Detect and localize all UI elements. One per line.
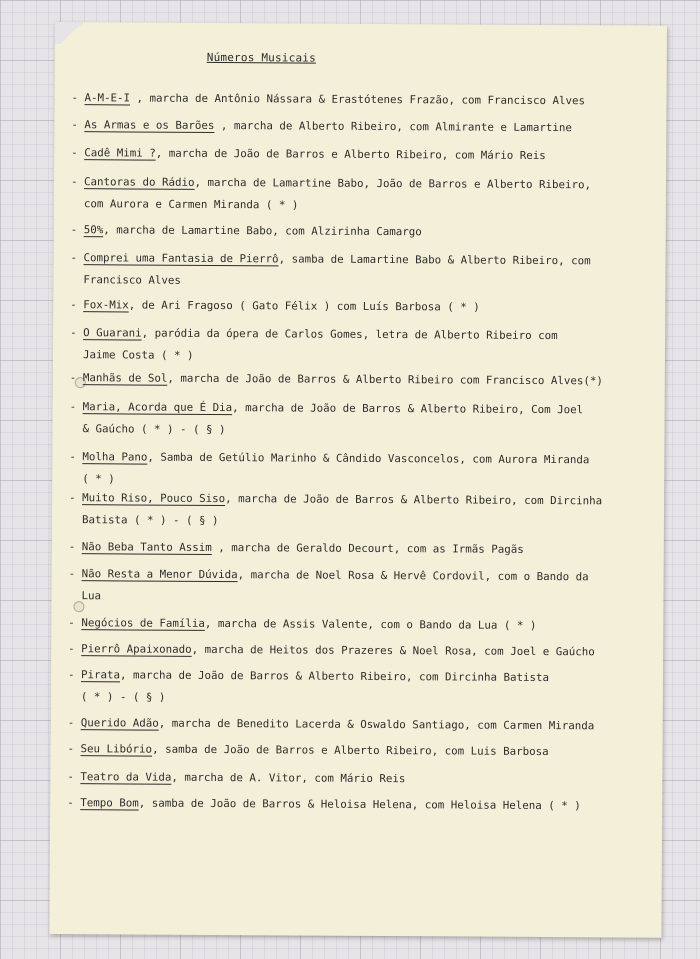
- list-dash: -: [69, 371, 83, 385]
- list-dash: -: [68, 567, 82, 581]
- song-entry: [70, 367, 662, 392]
- song-entry: [71, 171, 663, 218]
- song-entry: [68, 612, 660, 637]
- document-title: Números Musicais: [206, 50, 316, 65]
- song-entry: [68, 563, 660, 610]
- list-dash: -: [70, 223, 84, 237]
- list-dash: -: [67, 742, 81, 756]
- list-dash: -: [67, 716, 81, 730]
- list-dash: -: [71, 91, 85, 105]
- song-title: A-M-E-I: [84, 91, 131, 105]
- song-credits: , marcha de Antônio Nássara & Erastótenes Frazão, com Francisco Alves: [130, 91, 586, 108]
- song-credits: , marcha de Lamartine Babo, com Alzirinha Camargo: [103, 223, 422, 239]
- typed-document-sheet: [49, 22, 667, 938]
- song-credits: , paródia da ópera de Carlos Gomes, letra de Alberto Ribeiro com: [141, 326, 558, 343]
- song-credits-continued: ( * ): [82, 471, 115, 485]
- list-dash: -: [68, 642, 82, 656]
- song-credits: , Samba de Getúlio Marinho & Cândido Vasconcelos, com Aurora Miranda: [147, 450, 590, 467]
- song-entry: [71, 87, 663, 112]
- song-entry: [71, 142, 663, 167]
- song-entry: [67, 766, 659, 791]
- song-title: Não Beba Tanto Assim: [81, 540, 212, 554]
- song-credits: , marcha de A. Vitor, com Mário Reis: [171, 770, 406, 786]
- torn-corner: [55, 22, 85, 44]
- song-entry: [69, 396, 661, 443]
- song-title: Querido Adão: [80, 716, 159, 730]
- song-credits-continued: com Aurora e Carmen Miranda ( * ): [83, 196, 299, 211]
- song-credits: , marcha de Geraldo Decourt, com as Irmãs Pagãs: [211, 540, 524, 556]
- list-dash: -: [69, 491, 83, 505]
- song-entry: [70, 294, 662, 319]
- song-credits: , marcha de Alberto Ribeiro, com Almirante e Lamartine: [214, 118, 572, 135]
- song-credits: , marcha de João de Barros & Alberto Ribeiro com Francisco Alves(*): [167, 371, 603, 388]
- song-entry: [70, 247, 662, 294]
- song-credits-continued: Lua: [81, 588, 102, 602]
- song-credits: , marcha de João de Barros & Alberto Ribeiro, com Dircinha Batista: [120, 668, 550, 685]
- song-title: Não Resta a Menor Dúvida: [81, 567, 238, 582]
- list-dash: -: [68, 616, 82, 630]
- song-credits-continued: Batista ( * ) - ( § ): [81, 512, 219, 527]
- song-title: Cantoras do Rádio: [84, 175, 195, 189]
- song-entry: [71, 219, 663, 244]
- song-entry: [68, 664, 660, 711]
- list-dash: -: [71, 146, 85, 160]
- song-credits: , marcha de João de Barros & Alberto Ribeiro, Com Joel: [232, 401, 584, 417]
- song-entry: [70, 322, 662, 369]
- song-credits: , marcha de João de Barros & Alberto Ribeiro, com Dircinha: [225, 492, 603, 508]
- song-entry: [68, 712, 660, 737]
- song-credits: , samba de Lamartine Babo & Alberto Ribeiro, com: [278, 252, 591, 268]
- list-dash: -: [69, 450, 83, 464]
- song-entry: [71, 114, 663, 139]
- song-entry: [69, 446, 661, 493]
- song-credits: , marcha de Lamartine Babo, João de Barros e Alberto Ribeiro,: [194, 175, 592, 192]
- song-title: Muito Riso, Pouco Siso: [82, 491, 226, 506]
- list-dash: -: [68, 540, 82, 554]
- list-dash: -: [70, 298, 84, 312]
- song-title: Maria, Acorda que É Dia: [82, 400, 233, 415]
- song-title: Tempo Bom: [80, 796, 139, 810]
- song-credits: , marcha de Benedito Lacerda & Oswaldo Santiago, com Carmen Miranda: [158, 716, 595, 733]
- song-title: 50%: [83, 223, 104, 237]
- song-credits: , marcha de João de Barros e Alberto Ribeiro, com Mário Reis: [155, 146, 546, 163]
- song-title: Fox-Mix: [83, 298, 129, 312]
- list-dash: -: [69, 400, 83, 414]
- song-entry: [68, 638, 660, 663]
- song-entry: [69, 487, 661, 534]
- song-credits: , samba de João de Barros e Alberto Ribeiro, com Luis Barbosa: [152, 742, 549, 759]
- list-dash: -: [70, 175, 85, 189]
- song-title: Pierrô Apaixonado: [81, 642, 192, 656]
- song-credits: , de Ari Fragoso ( Gato Félix ) com Luís Barbosa ( * ): [128, 298, 480, 314]
- song-title: Seu Libório: [80, 742, 153, 756]
- song-title: As Armas e os Barões: [84, 118, 215, 132]
- song-credits: , marcha de Heitos dos Prazeres & Noel Rosa, com Joel e Gaúcho: [191, 642, 595, 659]
- song-entry: [67, 738, 659, 763]
- song-credits: , marcha de Assis Valente, com o Bando da Lua ( * ): [204, 616, 537, 632]
- song-title: Comprei uma Fantasia de Pierrô: [83, 251, 279, 266]
- song-title: Manhãs de Sol: [82, 371, 168, 385]
- list-dash: -: [71, 118, 85, 132]
- song-title: Cadê Mimi ?: [84, 146, 156, 160]
- song-credits-continued: Francisco Alves: [83, 272, 181, 287]
- song-entry: [69, 536, 661, 561]
- list-dash: -: [70, 251, 84, 265]
- song-credits: , samba de João de Barros & Heloisa Helena, com Heloisa Helena ( * ): [138, 796, 581, 813]
- song-title: Pirata: [80, 668, 121, 682]
- song-title: Teatro da Vida: [80, 770, 172, 784]
- list-dash: -: [67, 668, 82, 682]
- list-dash: -: [67, 770, 81, 784]
- song-title: Molha Pano: [82, 450, 148, 464]
- list-dash: -: [70, 326, 84, 340]
- song-title: O Guarani: [83, 326, 142, 340]
- song-title: Negócios de Família: [81, 616, 205, 630]
- song-credits: , marcha de Noel Rosa & Hervê Cordovil, com o Bando da: [237, 568, 589, 584]
- song-credits-continued: Jaime Costa ( * ): [82, 347, 194, 362]
- list-dash: -: [67, 796, 81, 810]
- song-credits-continued: & Gaúcho ( * ) - ( § ): [82, 421, 226, 436]
- song-entry: [67, 792, 659, 817]
- song-credits-continued: ( * ) - ( § ): [80, 689, 166, 704]
